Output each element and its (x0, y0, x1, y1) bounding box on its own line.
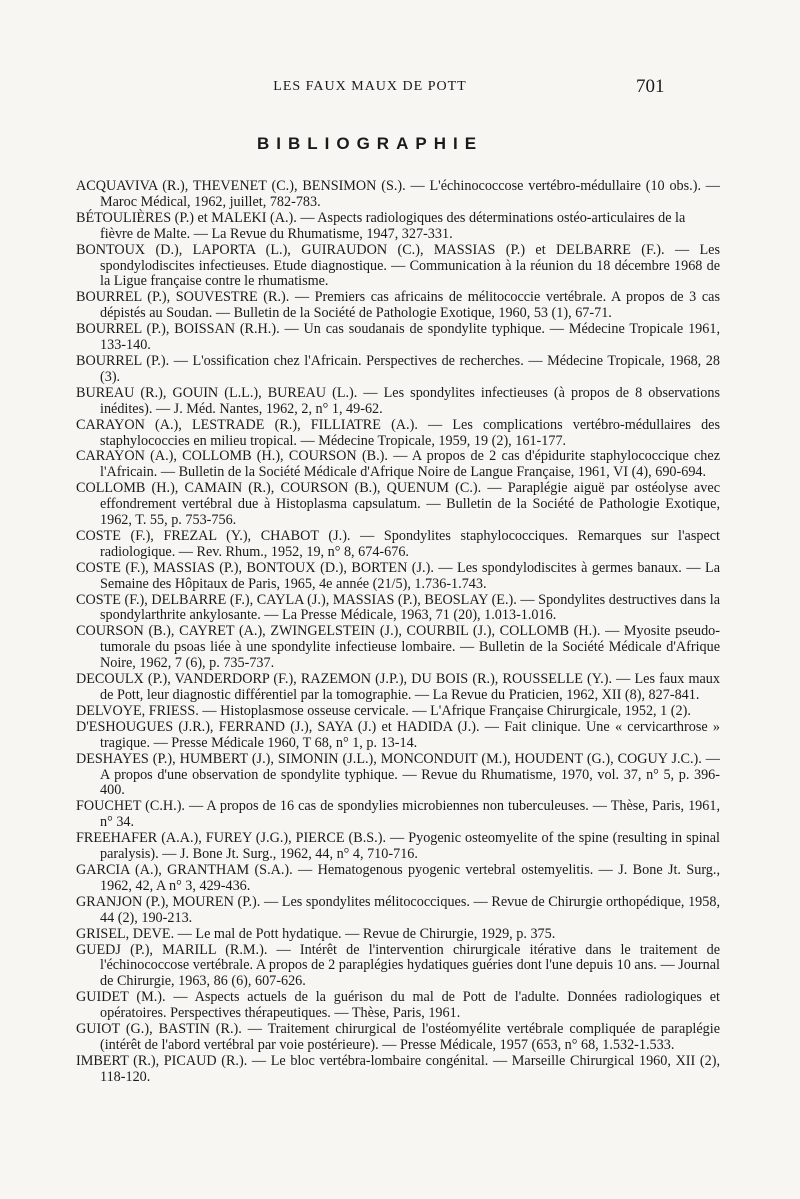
bibliography-entry: GARCIA (A.), GRANTHAM (S.A.). — Hematogenous pyogenic vertebral ostemyelitis. — J. Bone Jt. Surg., 1962, 42, A n° 3, 429-436. (76, 861, 720, 894)
bibliography-entry: COSTE (F.), FREZAL (Y.), CHABOT (J.). — Spondylites staphylococciques. Remarques sur l'aspect radiologique. — Rev. Rhum., 1952, 19, n° 8, 674-676. (76, 527, 720, 560)
bibliography-entry: IMBERT (R.), PICAUD (R.). — Le bloc vertébra-lombaire congénital. — Marseille Chirurgical 1960, XII (2), 118-120. (76, 1052, 720, 1085)
bibliography-entry: BOURREL (P.). — L'ossification chez l'Africain. Perspectives de recherches. — Médecine Tropicale, 1968, 28 (3). (76, 352, 720, 385)
page-number: 701 (636, 76, 665, 97)
bibliography-entry: BOURREL (P.), BOISSAN (R.H.). — Un cas soudanais de spondylite typhique. — Médecine Tropicale 1961, 133-140. (76, 321, 720, 354)
running-title: LES FAUX MAUX DE POTT (273, 79, 467, 94)
bibliography-entry: GUIDET (M.). — Aspects actuels de la guérison du mal de Pott de l'adulte. Données radiologiques et opératoires. Perspectives thérapeutiques. — Thèse, Paris, 1961. (76, 989, 720, 1022)
bibliography-entry: DECOULX (P.), VANDERDORP (F.), RAZEMON (J.P.), DU BOIS (R.), ROUSSELLE (Y.). — Les faux maux de Pott, leur diagnostic différentiel par la tomographie. — La Revue du Praticien, 1962, XII (8), 827-841. (76, 671, 720, 703)
bibliography-entry: COURSON (B.), CAYRET (A.), ZWINGELSTEIN (J.), COURBIL (J.), COLLOMB (H.). — Myosite pseudo-tumorale du psoas liée à une spondylite infectieuse lombaire. — Bulletin de la Société Médicale d'Afrique Noire, 1962, 7 (6), p. 735-737. (76, 623, 720, 672)
bibliography-entry: BOURREL (P.), SOUVESTRE (R.). — Premiers cas africains de mélitococcie vertébrale. A propos de 3 cas dépistés au Soudan. — Bulletin de la Société de Pathologie Exotique, 1960, 53 (1), 67-71. (76, 289, 720, 322)
bibliography-entry: COSTE (F.), DELBARRE (F.), CAYLA (J.), MASSIAS (P.), BEOSLAY (E.). — Spondylites destructives dans la spondylarthrite ankylosante. — La Presse Médicale, 1963, 71 (20), 1.013-1.016. (76, 591, 720, 624)
bibliography-entry: ACQUAVIVA (R.), THEVENET (C.), BENSIMON (S.). — L'échinococcose vertébro-médullaire (10 obs.). — Maroc Médical, 1962, juillet, 782-783. (76, 178, 720, 210)
bibliography-entry: FREEHAFER (A.A.), FUREY (J.G.), PIERCE (B.S.). — Pyogenic osteomyelite of the spine (resulting in spinal paralysis). — J. Bone Jt. Surg., 1962, 44, n° 4, 710-716. (76, 830, 720, 863)
bibliography-entry: FOUCHET (C.H.). — A propos de 16 cas de spondylies microbiennes non tuberculeuses. — Thèse, Paris, 1961, n° 34. (76, 798, 720, 831)
bibliography-entry: BÉTOULIÈRES (P.) et MALEKI (A.). — Aspects radiologiques des déterminations ostéo-articulaires de la fièvre de Malte. — La Revue du Rhumatisme, 1947, 327-331. (76, 209, 686, 242)
section-heading: BIBLIOGRAPHIE (256, 134, 484, 153)
bibliography-entry: DELVOYE, FRIESS. — Histoplasmose osseuse cervicale. — L'Afrique Française Chirurgicale, 1952, 1 (2). (76, 702, 691, 719)
bibliography-entry: COLLOMB (H.), CAMAIN (R.), COURSON (B.), QUENUM (C.). — Paraplégie aiguë par ostéolyse avec effondrement vertébral due à Histoplasma capsulatum. — Bulletin de la Société de Pathologie Exotique, 1962, T. 55, p. 753-756. (76, 480, 720, 529)
bibliography-entry: GRANJON (P.), MOUREN (P.). — Les spondylites mélitococciques. — Revue de Chirurgie orthopédique, 1958, 44 (2), 190-213. (76, 893, 720, 926)
bibliography-entry: BUREAU (R.), GOUIN (L.L.), BUREAU (L.). — Les spondylites infectieuses (à propos de 8 observations inédites). — J. Méd. Nantes, 1962, 2, n° 1, 49-62. (76, 384, 720, 417)
bibliography-entry: COSTE (F.), MASSIAS (P.), BONTOUX (D.), BORTEN (J.). — Les spondylodiscites à germes banaux. — La Semaine des Hôpitaux de Paris, 1965, 4e année (21/5), 1.736-1.743. (76, 559, 720, 592)
bibliography-list (76, 179, 720, 1086)
bibliography-entry: CARAYON (A.), COLLOMB (H.), COURSON (B.). — A propos de 2 cas d'épidurite staphylococcique chez l'Africain. — Bulletin de la Société Médicale d'Afrique Noire de Langue Française, 1961, VI (4), 690-694. (76, 448, 720, 481)
bibliography-entry: GUIOT (G.), BASTIN (R.). — Traitement chirurgical de l'ostéomyélite vertébrale compliquée de paraplégie (intérêt de l'abord vertébral par voie postérieure). — Presse Médicale, 1957 (653, n° 68, 1.532-1.533. (76, 1021, 720, 1053)
bibliography-entry: DESHAYES (P.), HUMBERT (J.), SIMONIN (J.L.), MONCONDUIT (M.), HOUDENT (G.), COGUY J.C.). — A propos d'une observation de spondylite typhique. — Revue du Rhumatisme, 1970, vol. 37, n° 5, p. 396-400. (76, 750, 720, 799)
bibliography-entry: GUEDJ (P.), MARILL (R.M.). — Intérêt de l'intervention chirurgicale itérative dans le traitement de l'échinococcose vertébrale. A propos de 2 paraplégies hydatiques guéries dont l'une depuis 10 ans. — Journal de Chirurgie, 1963, 86 (6), 607-626. (76, 941, 720, 990)
bibliography-entry: GRISEL, DEVE. — Le mal de Pott hydatique. — Revue de Chirurgie, 1929, p. 375. (76, 925, 556, 942)
running-head (0, 76, 800, 98)
bibliography-entry: CARAYON (A.), LESTRADE (R.), FILLIATRE (A.). — Les complications vertébro-médullaires des staphylococcies en milieu tropical. — Médecine Tropicale, 1959, 19 (2), 161-177. (76, 416, 720, 449)
bibliography-entry: BONTOUX (D.), LAPORTA (L.), GUIRAUDON (C.), MASSIAS (P.) et DELBARRE (F.). — Les spondylodiscites infectieuses. Etude diagnostique. — Communication à la réunion du 18 décembre 1968 de la Ligue française contre le rhumatisme. (76, 241, 720, 290)
bibliography-entry: D'ESHOUGUES (J.R.), FERRAND (J.), SAYA (J.) et HADIDA (J.). — Fait clinique. Une « cervicarthrose » tragique. — Presse Médicale 1960, T 68, n° 1, p. 13-14. (76, 718, 720, 751)
